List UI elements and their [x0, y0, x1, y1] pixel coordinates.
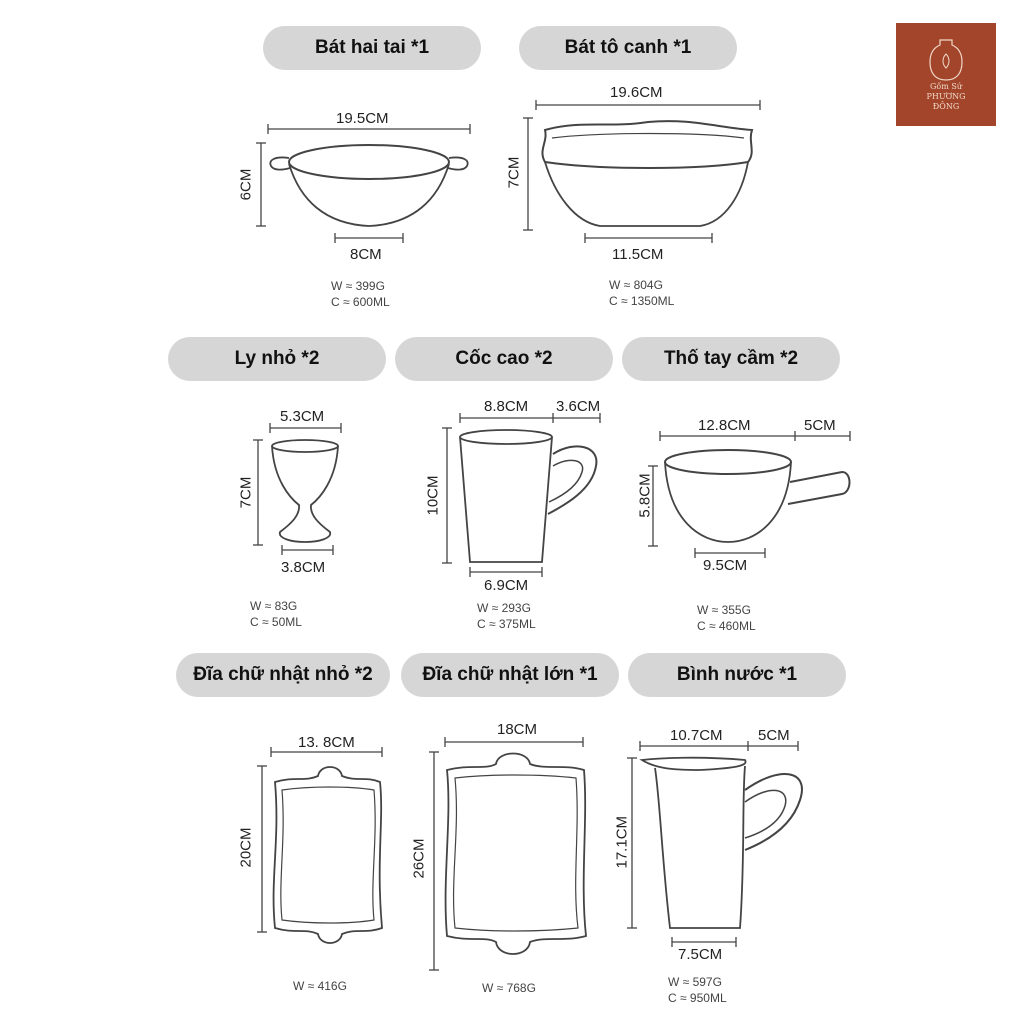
pitcher-weight: W ≈ 597G [668, 975, 722, 989]
small-plate-height: 20CM [237, 827, 255, 868]
title-binh-nuoc: Bình nước *1 [628, 653, 846, 697]
bowl-two-handles-capacity: C ≈ 600ML [331, 295, 390, 309]
small-cup-width: 5.3CM [280, 408, 325, 425]
pitcher-base: 7.5CM [678, 946, 723, 963]
small-cup-height: 7CM [237, 476, 255, 509]
small-cup-capacity: C ≈ 50ML [250, 615, 302, 629]
title-tho-tay-cam: Thố tay cầm *2 [622, 337, 840, 381]
bowl-two-handles-drawing [256, 124, 470, 243]
logo-line-1: Gốm Sứ [929, 81, 963, 91]
small-rect-plate-drawing [257, 747, 382, 943]
large-plate-weight: W ≈ 768G [482, 981, 536, 995]
title-bat-to-canh: Bát tô canh *1 [519, 26, 737, 70]
title-dia-chu-nhat-lon: Đĩa chữ nhật lớn *1 [401, 653, 619, 697]
small-plate-weight: W ≈ 416G [293, 979, 347, 993]
handle-bowl-base: 9.5CM [703, 557, 748, 574]
bowl-two-handles-base: 8CM [350, 246, 382, 263]
handle-bowl-height: 5.8CM [636, 473, 654, 518]
soup-bowl-height: 7CM [505, 156, 523, 189]
small-cup-base: 3.8CM [281, 559, 326, 576]
tall-mug-specs [477, 600, 536, 632]
tall-mug-handle: 3.6CM [556, 398, 601, 415]
soup-bowl-base: 11.5CM [612, 246, 664, 263]
tall-mug-height: 10CM [424, 475, 442, 516]
title-coc-cao: Cốc cao *2 [395, 337, 613, 381]
pitcher-width: 10.7CM [670, 727, 723, 744]
tall-mug-width: 8.8CM [484, 398, 529, 415]
handle-bowl-specs [697, 602, 756, 634]
soup-bowl-drawing [523, 100, 760, 243]
pitcher-height: 17.1CM [613, 815, 631, 869]
bowl-two-handles-specs [331, 278, 390, 310]
large-plate-height: 26CM [410, 838, 428, 879]
handle-bowl-drawing [648, 431, 850, 558]
handle-bowl-weight: W ≈ 355G [697, 603, 751, 617]
title-dia-chu-nhat-nho: Đĩa chữ nhật nhỏ *2 [176, 653, 390, 697]
pitcher-handle: 5CM [758, 727, 790, 744]
soup-bowl-width: 19.6CM [610, 84, 663, 101]
soup-bowl-capacity: C ≈ 1350ML [609, 294, 675, 308]
bowl-two-handles-weight: W ≈ 399G [331, 279, 385, 293]
small-cup-specs [250, 598, 302, 630]
soup-bowl-weight: W ≈ 804G [609, 278, 663, 292]
tall-mug-capacity: C ≈ 375ML [477, 617, 536, 631]
logo-line-2: PHƯƠNG [926, 91, 966, 101]
handle-bowl-capacity: C ≈ 460ML [697, 619, 756, 633]
small-cup-drawing [253, 423, 341, 555]
bowl-two-handles-width: 19.5CM [336, 110, 389, 127]
large-rect-plate-drawing [429, 737, 586, 970]
bowl-two-handles-height: 6CM [237, 168, 255, 201]
title-bat-hai-tai: Bát hai tai *1 [263, 26, 481, 70]
small-plate-width: 13. 8CM [298, 734, 355, 751]
large-plate-width: 18CM [497, 721, 538, 738]
small-cup-weight: W ≈ 83G [250, 599, 298, 613]
logo-line-3: ĐÔNG [932, 101, 960, 111]
pitcher-specs [668, 974, 727, 1006]
tall-mug-drawing [442, 413, 600, 577]
tall-mug-weight: W ≈ 293G [477, 601, 531, 615]
soup-bowl-specs [609, 277, 674, 309]
water-pitcher-drawing [627, 741, 802, 947]
handle-bowl-handle: 5CM [804, 417, 836, 434]
title-ly-nho: Ly nhỏ *2 [168, 337, 386, 381]
handle-bowl-width: 12.8CM [698, 417, 751, 434]
tall-mug-base: 6.9CM [484, 577, 529, 594]
pitcher-capacity: C ≈ 950ML [668, 991, 727, 1005]
